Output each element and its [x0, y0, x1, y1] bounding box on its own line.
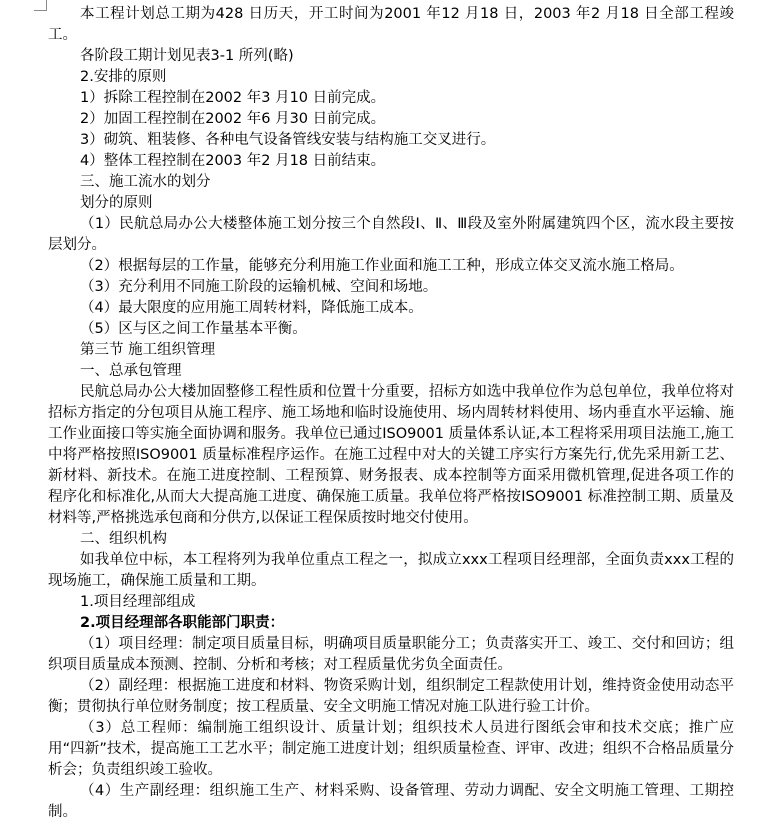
list-item-division-5: （5）区与区之间工作量基本平衡。: [80, 321, 307, 337]
document-body: [48, 4, 734, 820]
paragraph-chief-engineer: （3）总工程师：编制施工组织设计、质量计划；组织技术人员进行图纸会审和技术交底；推广应用“四新”技术，提高施工工艺水平；制定施工进度计划；组织质量检查、评审、改进；组织不合格品质量分析会；负责组织竣工验收。: [48, 720, 734, 778]
heading-organization: 二、组织机构: [80, 531, 167, 547]
heading-division-principles: 划分的原则: [80, 195, 153, 211]
list-item-reinforcement: 2）加固工程控制在2002 年6 月30 日前完成。: [80, 111, 386, 127]
paragraph-schedule-total: 本工程计划总工期为428 日历天，开工时间为2001 年12 月18 日，2003 年2 月18 日全部工程竣工。: [48, 6, 734, 43]
list-item-division-3: （3）充分利用不同施工阶段的运输机械、空间和场地。: [80, 279, 438, 295]
heading-section-three: 第三节 施工组织管理: [80, 342, 216, 358]
list-item-overall-completion: 4）整体工程控制在2003 年2 月18 日前结束。: [80, 153, 386, 169]
list-item-division-4: （4）最大限度的应用施工周转材料，降低施工成本。: [80, 300, 423, 316]
heading-flow-division: 三、施工流水的划分: [80, 174, 211, 190]
paragraph-production-manager: （4）生产副经理：组织施工生产、材料采购、设备管理、劳动力调配、安全文明施工管理、工期控制。: [48, 783, 734, 820]
paragraph-deputy-manager: （2）副经理：根据施工进度和材料、物资采购计划，组织制定工程款使用计划，维持资金使用动态平衡；贯彻执行单位财务制度；按工程质量、安全文明施工情况对施工队进行验工计价。: [48, 678, 734, 715]
heading-department-duties: 2.项目经理部各职能部门职责：: [80, 615, 285, 631]
list-item-masonry: 3）砌筑、粗装修、各种电气设备管线安装与结构施工交叉进行。: [80, 132, 496, 148]
paragraph-organization: 如我单位中标，本工程将列为我单位重点工程之一，拟成立xxx工程项目经理部，全面负责xxx工程的现场施工，确保施工质量和工期。: [48, 552, 734, 589]
heading-general-contracting: 一、总承包管理: [80, 363, 182, 379]
page-corner-mark: [34, 0, 47, 11]
paragraph-general-contracting: 民航总局办公大楼加固整修工程性质和位置十分重要，招标方如选中我单位作为总包单位，我单位将对招标方指定的分包项目从施工程序、施工场地和临时设施使用、场内周转材料使用、场内垂直水平运输、施工作业面接口等实施全面协调和服务。我单位已通过ISO9001 质量体系认证,本工程将采用项目法施工,施工中将严格按照ISO9001 质量标准程序运作。在施工过程中对大的关键工序实行方案先行,优先采用新工艺、新材料、新技术。在施工进度控制、工程预算、财务报表、成本控制等方面采用微机管理,促进各项工作的程序化和标准化,从而大大提高施工进度、确保施工质量。我单位将严格按ISO9001 标准控制工期、质量及材料等,严格挑选承包商和分供方,以保证工程保质按时地交付使用。: [48, 384, 734, 526]
heading-department-composition: 1.项目经理部组成: [80, 594, 196, 610]
paragraph-project-manager: （1）项目经理：制定项目质量目标，明确项目质量职能分工；负责落实开工、竣工、交付和回访；组织项目质量成本预测、控制、分析和考核；对工程质量优劣负全面责任。: [48, 636, 734, 673]
list-item-division-2: （2）根据每层的工作量，能够充分利用施工作业面和施工工种，形成立体交叉流水施工格局。: [80, 258, 684, 274]
paragraph-stage-schedule: 各阶段工期计划见表3-1 所列(略): [80, 48, 294, 64]
list-item-division-1: （1）民航总局办公大楼整体施工划分按三个自然段Ⅰ、Ⅱ、Ⅲ段及室外附属建筑四个区，流水段主要按层划分。: [48, 216, 734, 253]
list-item-demolition: 1）拆除工程控制在2002 年3 月10 日前完成。: [80, 90, 386, 106]
heading-arrangement-principles: 2.安排的原则: [80, 69, 167, 85]
